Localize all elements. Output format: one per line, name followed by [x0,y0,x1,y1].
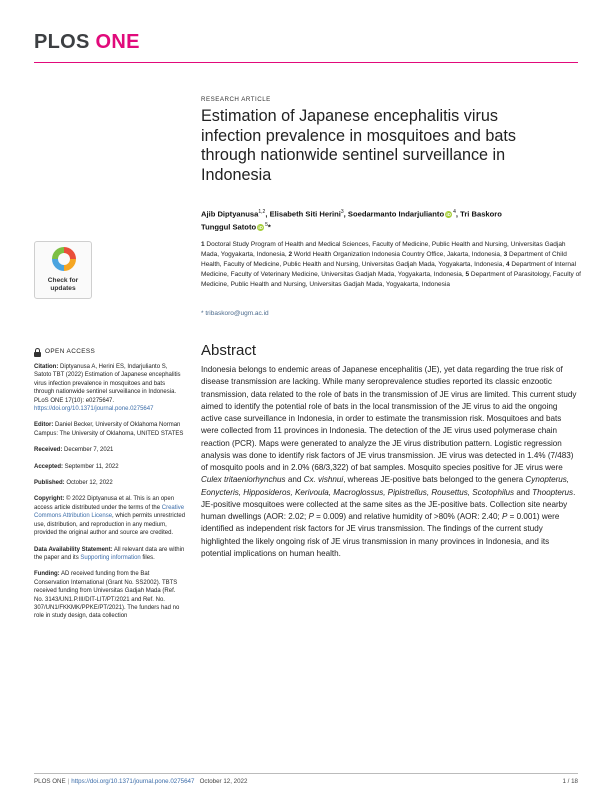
logo-plos: PLOS [34,31,90,53]
article-type: RESEARCH ARTICLE [201,96,271,103]
corresponding-mark: * [267,222,271,232]
author-4-part1[interactable]: , Tri Baskoro [455,209,502,219]
check-for-updates-label: Check for updates [47,277,79,292]
footer-doi-link[interactable]: https://doi.org/10.1371/journal.pone.0275647 [71,778,195,785]
open-access-badge [34,348,186,357]
footer-divider [34,773,578,774]
author-4-affil: 5 [265,221,268,228]
orcid-icon[interactable]: iD [258,224,263,230]
author-2-affil: 3 [340,209,344,215]
logo-one: ONE [95,31,140,53]
copyright-block: Copyright: © 2022 Diptyanusa et al. This is an open access article distributed under the terms of the Creative Commons Attribution License, which permits unrestricted use, distribution, and reproduction in any medium, provided the original author and source are credited. [34,496,186,537]
abstract-heading: Abstract [201,342,257,359]
open-access-label: OPEN ACCESS [45,348,96,356]
check-for-updates-button[interactable] [34,241,92,299]
crossmark-icon [52,247,76,271]
supporting-info-link[interactable]: Supporting information [80,554,141,561]
affil-num: 4 [505,260,510,268]
author-1[interactable]: Ajib Diptyanusa [201,209,259,219]
author-1-affil: 1,2 [258,209,266,215]
author-2[interactable]: , Elisabeth Siti Herini [265,209,341,219]
editor-block: Editor: Daniel Becker, University of Oklahoma Norman Campus: The University of Oklahoma, UNITED STATES [34,422,184,437]
affiliations [201,240,581,290]
affil-num: 1 [201,241,205,248]
article-title: Estimation of Japanese encephalitis virus infection prevalence in mosquitoes and bats through nationwide sentinel surveillance in Indonesia [201,107,516,184]
affil-text: Department of Internal Medicine, Faculty of Veterinary Medicine, Universitas Gadjah Mada, Yogyakarta, Indonesia, [201,260,577,278]
affil-text: Department of Parasitology, Faculty of Medicine, Public Health and Nursing, Universitas Gadjah Mada, Yogyakarta, Indonesia [201,270,581,288]
data-availability-block: Data Availability Statement: All relevant data are within the paper and its Supporting information files. [34,546,185,561]
page-number: 1 / 18 [562,778,578,785]
author-4-part2[interactable]: Tunggul Satoto [201,222,257,232]
affil-text: World Health Organization Indonesia Country Office, Jakarta, Indonesia, [292,250,504,258]
cc-license-link[interactable]: Creative Commons Attribution License [34,504,185,520]
corresponding-email-link[interactable]: * tribaskoro@ugm.ac.id [201,310,269,317]
author-3[interactable]: , Soedarmanto Indarjulianto [343,209,445,219]
accepted-date: Accepted: September 11, 2022 [34,463,119,470]
citation-block: Citation: Diptyanusa A, Herini ES, Indarjulianto S, Satoto TBT (2022) Estimation of Japanese encephalitis virus infection prevalence in mosquitoes and bats through nationwide sentinel surveillance in Indonesia. PLoS ONE 17(10): e0275647. https://doi.org/10.1371/journal.pone.0275647 [34,364,181,413]
header-divider [34,62,578,63]
orcid-icon[interactable]: iD [446,212,451,218]
published-date: Published: October 12, 2022 [34,480,113,487]
journal-logo [34,31,140,54]
affil-num: 2 [288,250,293,258]
affil-text: Doctoral Study Program of Health and Medical Sciences, Faculty of Medicine, Public Health and Nursing, Universitas Gadjah Mada, Yogyakarta, Indonesia, [201,241,566,258]
footer-journal: PLOS ONE [34,778,66,785]
funding-block: Funding: AD received funding from the Bat Conservation International (Grant No. SS2002). TBTS received funding from Universitas Gadjah Mada (Ref. No. 3143/UN1.P.III/DIT-LIT/PT/2021 and Ref. No. 307/UN1/FKKMK/PPKE/PT/2021). The funders had no role in study design, data collection [34,571,180,620]
received-date: Received: December 7, 2021 [34,447,114,454]
abstract-text: Indonesia belongs to endemic areas of Japanese encephalitis (JE), yet data regarding the true risk of disease transmission are lacking. While many seroprevalence studies reported its classic enzootic transmission, data related to the role of bats in the transmission of JE virus are limited. This current study aimed to identify the potential role of bats in the local transmission of the JE virus to aid the ongoing active case surveillance in Indonesia, in order to estimate the transmission risk. Mosquitoes and bats were collected from 11 provinces in Indonesia. The detection of the JE virus used polymerase chain reaction (PCR). Maps were generated to analyze the JE virus distribution pattern. Logistic regression analysis was done to identify risk factors of JE virus transmission. JE virus was detected in 1.4% (7/483) of mosquito pools and in 2.0% (68/3,322) of bat samples. Mosquito species positive for JE virus were Culex tritaeniorhynchus and Cx. vishnui, whereas JE-positive bats belonged to the genera Cynopterus, Eonycteris, Hipposideros, Kerivoula, Macroglossus, Pipistrellus, Rousettus, Scotophilus and Thoopterus. JE-positive mosquitoes were collected at the same sites as the JE-positive bats. Collection site nearby human dwellings (AOR: 2.02; P = 0.009) and relative humidity of >80% (AOR: 2.40; P = 0.001) were identified as independent risk factors for JE virus transmission. The findings of the current study highlighted the likely ongoing risk of JE virus transmission in many provinces in Indonesia, and its potential implications on human health. [201,365,577,558]
author-list [201,207,581,232]
article-info-sidebar [34,348,186,629]
page-footer: PLOS ONE | https://doi.org/10.1371/journal.pone.0275647 October 12, 2022 [34,778,248,785]
affil-text: Department of Child Health, Faculty of Medicine, Public Health and Nursing, Universitas Gadjah Mada, Yogyakarta, Indonesia, [201,250,567,268]
affil-num: 5 [465,270,470,278]
affil-num: 3 [503,250,508,258]
footer-date: October 12, 2022 [199,778,248,785]
citation-doi-link[interactable]: https://doi.org/10.1371/journal.pone.0275647 [34,406,154,413]
open-lock-icon [34,348,42,357]
author-3-affil: 4 [453,209,456,215]
